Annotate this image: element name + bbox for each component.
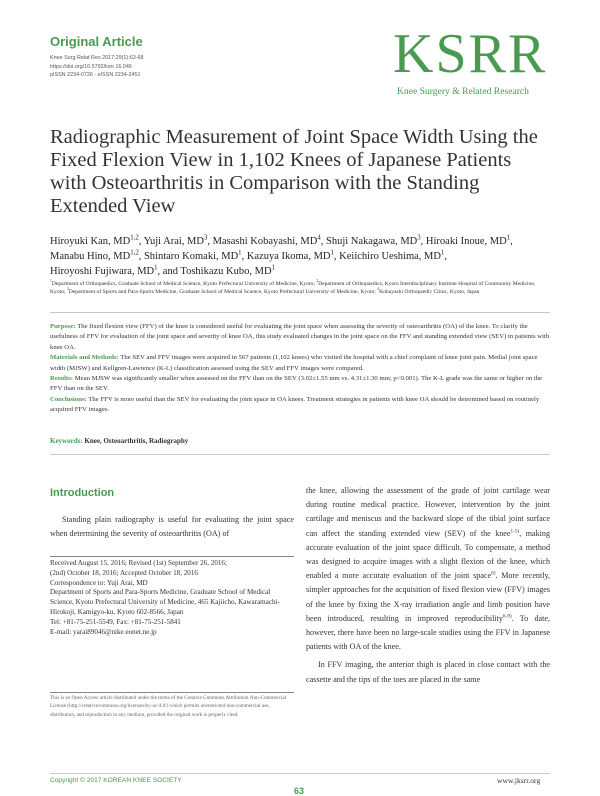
author-sup: 4 <box>317 234 321 242</box>
affil-text: Department of Orthopaedics, Graduate School of Medical Science, Kyoto Prefectural University of Medicine, Kyoto; <box>51 281 317 287</box>
text-run: . More recently, simpler approaches for the acquisition of fixed flexion view (FFV) images of the knee by fixing the X-ray irradiation angle and limb position have been introduced, resulting in improved reproducibility <box>306 571 551 623</box>
column-right <box>306 484 550 691</box>
affil-text: Department of Orthopaedics, Kyoto Interdisciplinary Institute Hospital of Community Medicine, Kyoto; <box>50 281 536 296</box>
citation-line: Knee Surg Relat Res 2017;29(1):63-68 <box>50 55 144 61</box>
divider <box>50 556 294 557</box>
affil-sup: 1 <box>50 279 52 284</box>
author-sup: 1 <box>238 249 242 257</box>
copyright: Copyright © 2017 KOREAN KNEE SOCIETY <box>50 777 182 784</box>
license-notice: This is an Open Access article distributed under the terms of the Creative Commons Attribution Non-Commercial License (http://creativecommons.org/licenses/by-nc/4.0/) which permits unrestricted non-commercial use, distribution, and reproduction in any medium, provided the original work is properly cited. <box>50 695 287 718</box>
journal-website[interactable]: www.jksrr.org <box>497 776 541 785</box>
keywords <box>50 437 188 445</box>
author-sep: , <box>207 236 213 247</box>
intro-paragraph: In FFV imaging, the anterior thigh is placed in close contact with the cassette and the tips of the toes are placed in the same <box>306 660 550 684</box>
abstract-results <box>50 374 550 395</box>
journal-logo: KSRR <box>393 23 548 85</box>
affil-text: Kobayashi Orthopaedic Clinic, Kyoto, Japan <box>379 289 480 296</box>
author-sep: , <box>241 251 247 262</box>
purpose-label: Purpose: <box>50 323 76 330</box>
divider <box>50 454 550 455</box>
author-name: Hiroyoshi Fujiwara, MD <box>50 266 155 277</box>
correspondence-address: Department of Sports and Para-Sports Medicine, Graduate School of Medical Science, Kyoto Prefectural University of Medicine, 465 Kajiicho, Kawaramachi-Hirokoji, Kamigyo-ku, Kyoto 602-8566, Japan <box>50 588 280 616</box>
text-run: . To date, however, there have been no large-scale studies using the FFV in Japanese patients with OA of the knee. <box>306 613 550 652</box>
abstract <box>50 322 550 416</box>
author-name: Shintaro Komaki, MD <box>143 251 239 262</box>
divider <box>50 312 550 313</box>
received-dates: Received August 15, 2016; Revised (1st) September 26, 2016; <box>50 559 227 567</box>
section-heading: Introduction <box>50 487 115 499</box>
author-sep: , and <box>157 266 181 277</box>
affiliations <box>50 280 550 296</box>
conclusions-label: Conclusions: <box>50 395 87 403</box>
author-sup: 1 <box>330 249 334 257</box>
author-name: Kazuya Ikoma, MD <box>246 251 331 262</box>
column-left <box>50 513 294 541</box>
results-text: Mean MJSW was significantly smaller when assessed on the FFV than on the SEV (3.02±1.55 mm vs. 4.31±1.30 mm; p<0.001). The K-L grade was the same or higher on the FFV than on the SEV. <box>50 375 543 393</box>
conclusions-text: The FFV is more useful than the SEV for evaluating the joint space in OA knees. Treatment strategies in patients with knee OA should be determined based on routinely acquired FFV images. <box>50 395 540 414</box>
author-name: Shuji Nakagawa, MD <box>325 236 418 247</box>
author-sep: , <box>333 251 340 262</box>
author-name: Toshikazu Kubo, MD <box>180 266 272 277</box>
purpose-text: The fixed flexion view (FFV) of the knee is considered useful for evaluating the joint space when assessing the severity of osteoarthritis (OA) of the knee. To clarify the usefulness of FFV for evaluation of the joint space and severity of knee OA, this study evaluated changes in the joint space on the FFV and standing extended view (SEV) in patients with knee OA. <box>50 323 550 351</box>
correspondence-email[interactable]: E-mail: yarai89046@nike.eonet.ne.jp <box>50 627 157 636</box>
citation-ref: 6-9) <box>502 613 512 620</box>
divider <box>50 692 294 693</box>
abstract-purpose <box>50 322 550 353</box>
author-sup: 1 <box>506 234 511 242</box>
doi-link[interactable]: https://doi.org/10.5792/ksrr.16.046 <box>50 63 132 70</box>
author-sep: , <box>510 236 513 247</box>
results-label: Results: <box>50 375 74 383</box>
citation-meta <box>50 54 144 80</box>
keywords-value: Knee, Osteoarthritis, Radiography <box>84 437 189 445</box>
journal-name: Knee Surgery & Related Research <box>397 86 529 97</box>
author-sup: 1 <box>271 264 275 272</box>
intro-paragraph <box>306 484 550 654</box>
affil-sup: 3 <box>66 287 69 292</box>
author-sup: 1 <box>440 249 445 257</box>
methods-label: Materials and Methods: <box>50 354 119 362</box>
author-name: Hiroaki Inoue, MD <box>425 236 507 247</box>
article-title: Radiographic Measurement of Joint Space Width Using the Fixed Flexion View in 1,102 Knees of Japanese Patients with Osteoarthritis in Comparison with the Standing Extended View <box>50 126 538 217</box>
author-sup: 1,2 <box>130 249 139 257</box>
citation-ref: 6) <box>491 570 496 577</box>
author-sep: , <box>138 251 144 262</box>
article-type: Original Article <box>50 34 143 49</box>
author-list <box>50 234 550 279</box>
author-sep: , <box>138 236 144 247</box>
author-name: Hiroyuki Kan, MD <box>50 236 131 247</box>
correspondence-name: Correspondence to: Yuji Arai, MD <box>50 578 148 587</box>
author-sup: 3 <box>417 234 421 242</box>
text-run: the knee, allowing the assessment of the grade of joint cartilage wear during routine medical practice. However, intervention by the joint cartilage and meniscus and the backward slope of the tibial joint surface can affect the standing extended view (SEV) of the knee <box>306 486 550 538</box>
author-sup: 1,2 <box>130 234 139 242</box>
issn-line: pISSN 2234-0726 · eISSN 2234-2451 <box>50 72 141 79</box>
author-name: Yuji Arai, MD <box>143 236 204 247</box>
page-number: 63 <box>294 786 305 796</box>
intro-paragraph: Standing plain radiography is useful for evaluating the joint space when determining the severity of osteoarthritis (OA) of <box>50 515 294 539</box>
author-name: Keiichiro Ueshima, MD <box>339 251 441 262</box>
author-sep: , <box>444 251 447 262</box>
author-sup: 1 <box>154 264 158 272</box>
affil-sup: 4 <box>377 287 380 292</box>
author-sup: 3 <box>203 234 208 242</box>
abstract-methods <box>50 353 550 374</box>
author-sep: , <box>420 236 426 247</box>
correspondence-phone: Tel: +81-75-251-5549, Fax: +81-75-251-5841 <box>50 617 181 626</box>
author-sep: , <box>320 236 326 247</box>
citation-ref: 1-5) <box>510 527 520 534</box>
text-run: , making accurate evaluation of the joint space difficult. To compensate, a method was designed to acquire images with a slight flexion of the knee, which enabled a more accurate evaluation of the joint space <box>306 528 550 581</box>
abstract-conclusions <box>50 395 550 416</box>
affil-sup: 2 <box>316 279 319 284</box>
divider <box>50 773 550 774</box>
received-dates: (2nd) October 18, 2016; Accepted October 18, 2016 <box>50 568 198 577</box>
author-name: Masashi Kobayashi, MD <box>212 236 318 247</box>
affil-text: Department of Sports and Para-Sports Medicine, Graduate School of Medical Science, Kyoto Prefectural University of Medicine, Kyoto; <box>68 289 378 296</box>
keywords-label: Keywords: <box>50 437 83 445</box>
correspondence-info <box>50 559 294 637</box>
author-name: Manabu Hino, MD <box>50 251 131 262</box>
methods-text: The SEV and FFV images were acquired in 567 patients (1,102 knees) who visited the hospital with a chief complaint of knee joint pain. Medial joint space width (MJSW) and Kellgren-Lawrence (K-L) classification assessed using the SEV and FFV images were compared. <box>50 354 538 372</box>
